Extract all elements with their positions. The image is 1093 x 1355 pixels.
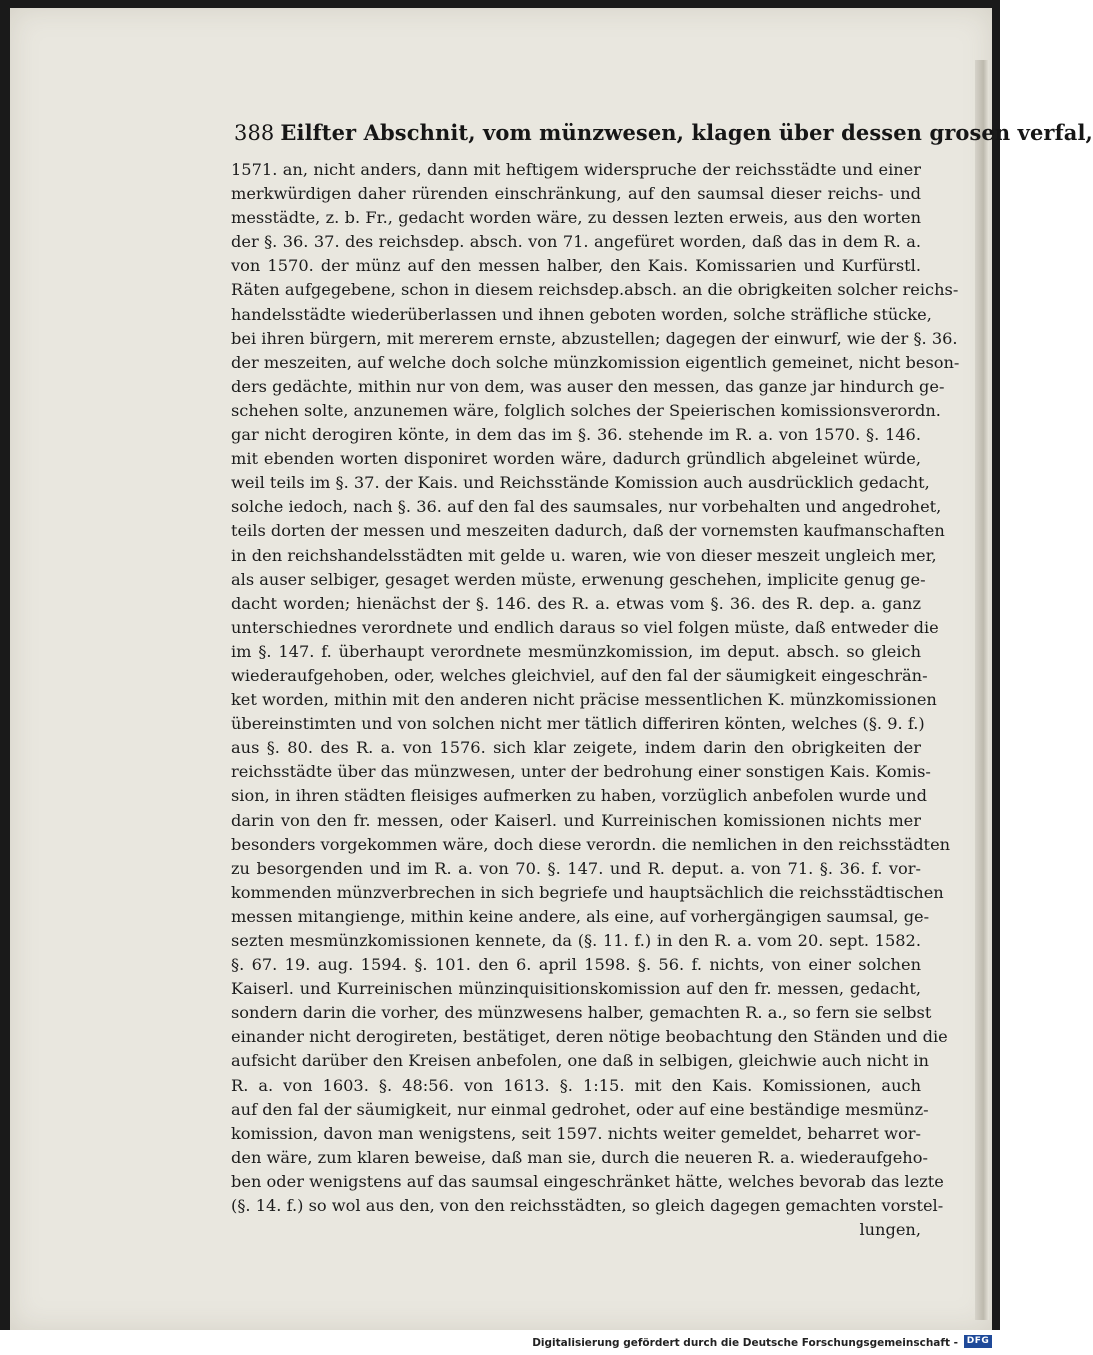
text-line: ders gedächte, mithin nur von dem, was auser den messen, das ganze jar hindurch ge- (231, 376, 945, 396)
text-line: teils dorten der messen und meszeiten dadurch, daß der vornemsten kaufmanschaften (231, 521, 945, 541)
text-line: wiederaufgehoben, oder, welches gleichviel, auf den fal der säumigkeit eingeschrän- (231, 665, 928, 685)
text-line: handelsstädte wiederüberlassen und ihnen geboten worden, solche sträfliche stücke, (231, 304, 932, 324)
text-line: 1571. an, nicht anders, dann mit heftigem widerspruche der reichsstädte und einer (231, 160, 921, 179)
text-line: ben oder wenigstens auf das saumsal eingeschränket hätte, welches bevorab das lezte (231, 1171, 944, 1191)
text-line: besonders vorgekommen wäre, doch diese verordn. die nemlichen in den reichsstädten (231, 834, 951, 854)
text-line: §. 67. 19. aug. 1594. §. 101. den 6. april 1598. §. 56. f. nichts, von einer solchen (231, 955, 921, 975)
body-text (231, 158, 960, 1242)
text-line: messtädte, z. b. Fr., gedacht worden wäre, zu dessen lezten erweis, aus den worten (231, 208, 921, 228)
text-line: von 1570. der münz auf den messen halber, den Kais. Komissarien und Kurfürstl. (231, 256, 921, 276)
text-line: einander nicht derogireten, bestätiget, deren nötige beobachtung den Ständen und die (231, 1027, 948, 1047)
text-line: sion, in ihren städten fleisiges aufmerken zu haben, vorzüglich anbefolen wurde und (231, 786, 927, 806)
text-line: der §. 36. 37. des reichsdep. absch. von 71. angefüret worden, daß das in dem R. a. (231, 232, 921, 252)
text-line: lungen, (859, 1220, 921, 1240)
text-line: (§. 14. f.) so wol aus den, von den reichsstädten, so gleich dagegen gemachten vorstel- (231, 1196, 944, 1216)
text-line: solche iedoch, nach §. 36. auf den fal des saumsales, nur vorbehalten und angedrohet, (231, 497, 942, 517)
page-edge-shadow (975, 60, 989, 1320)
text-line: Kaiserl. und Kurreinischen münzinquisitionskomission auf den fr. messen, gedacht, (231, 979, 921, 999)
text-line: übereinstimten und von solchen nicht mer tätlich differiren könten, welches (§. 9. f.) (231, 714, 925, 734)
text-line: in den reichshandelsstädten mit gelde u. waren, wie von dieser meszeit ungleich mer, (231, 545, 937, 565)
page-number: 388 (234, 121, 275, 145)
footer-credit: Digitalisierung gefördert durch die Deutsche Forschungsgemeinschaft - (532, 1337, 958, 1349)
text-line: weil teils im §. 37. der Kais. und Reichsstände Komission auch ausdrücklich gedacht, (231, 473, 930, 493)
running-title: Eilfter Abschnit, vom münzwesen, klagen über dessen grosen verfal, (280, 120, 1093, 145)
text-line: darin von den fr. messen, oder Kaiserl. und Kurreinischen komissionen nichts mer (231, 810, 921, 830)
text-line: ket worden, mithin mit den anderen nicht präcise messentlichen K. münzkomissionen (231, 690, 937, 710)
text-line: komission, davon man wenigstens, seit 1597. nichts weiter gemeldet, beharret wor- (231, 1123, 921, 1143)
text-line: aufsicht darüber den Kreisen anbefolen, one daß in selbigen, gleichwie auch nicht in (231, 1051, 929, 1071)
text-line: gar nicht derogiren könte, in dem das im §. 36. stehende im R. a. von 1570. §. 146. (231, 425, 921, 445)
text-line: kommenden münzverbrechen in sich begriefe und hauptsächlich die reichsstädtischen (231, 882, 944, 902)
text-line: zu besorgenden und im R. a. von 70. §. 147. und R. deput. a. von 71. §. 36. f. vor- (231, 858, 921, 878)
text-line: merkwürdigen daher rürenden einschränkung, auf den saumsal dieser reichs- und (231, 184, 921, 204)
text-line: R. a. von 1603. §. 48:56. von 1613. §. 1:15. mit den Kais. Komissionen, auch (231, 1075, 921, 1095)
dfg-logo: DFG (964, 1335, 992, 1348)
text-line: als auser selbiger, gesaget werden müste, erwenung geschehen, implicite genug ge- (231, 569, 926, 589)
text-line: mit ebenden worten disponiret worden wäre, dadurch gründlich abgeleinet würde, (231, 449, 921, 469)
text-line: aus §. 80. des R. a. von 1576. sich klar zeigete, indem darin den obrigkeiten der (231, 738, 921, 758)
text-line: im §. 147. f. überhaupt verordnete mesmünzkomission, im deput. absch. so gleich (231, 641, 921, 661)
text-line: messen mitangienge, mithin keine andere, als eine, auf vorhergängigen saumsal, ge- (231, 906, 930, 926)
text-line: unterschiednes verordnete und endlich daraus so viel folgen müste, daß entweder die (231, 617, 939, 637)
text-line: dacht worden; hienächst der §. 146. des R. a. etwas vom §. 36. des R. dep. a. ganz (231, 593, 921, 613)
text-line: Räten aufgegebene, schon in diesem reichsdep.absch. an die obrigkeiten solcher reichs- (231, 280, 959, 300)
text-line: den wäre, zum klaren beweise, daß man sie, durch die neueren R. a. wiederaufgeho- (231, 1147, 928, 1167)
text-line: schehen solte, anzunemen wäre, folglich solches der Speierischen komissionsverordn. (231, 400, 941, 420)
text-line: reichsstädte über das münzwesen, unter der bedrohung einer sonstigen Kais. Komis- (231, 762, 931, 782)
text-line: auf den fal der säumigkeit, nur einmal gedrohet, oder auf eine beständige mesmünz- (231, 1099, 929, 1119)
text-line: der meszeiten, auf welche doch solche münzkomission eigentlich gemeinet, nicht beson- (231, 352, 960, 372)
text-line: sondern darin die vorher, des münzwesens halber, gemachten R. a., so fern sie selbst (231, 1003, 932, 1023)
text-line: bei ihren bürgern, mit mererem ernste, abzustellen; dagegen der einwurf, wie der §. 36. (231, 328, 958, 348)
running-header (234, 120, 1093, 145)
text-line: sezten mesmünzkomissionen kennete, da (§. 11. f.) in den R. a. vom 20. sept. 1582. (231, 931, 921, 950)
